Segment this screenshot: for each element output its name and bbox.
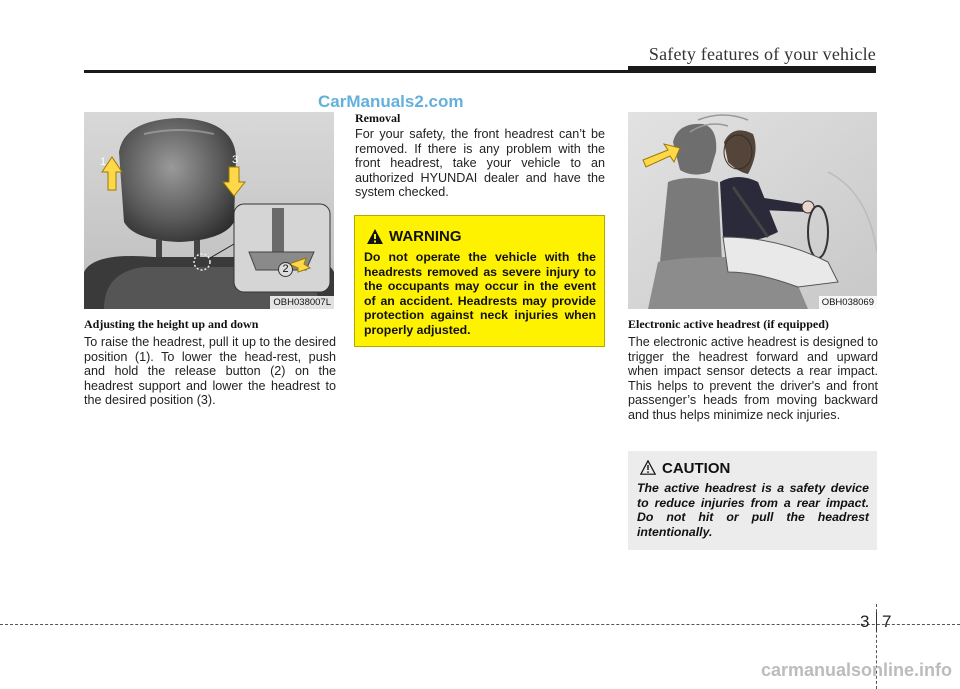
chapter-number: 3 [860,612,870,631]
right-body: The electronic active headrest is designed to trigger the headrest forward and upward when impact sensor detects a rear impact. This helps to prevent the driver's and front passenger’s heads from moving backward and thus helps minimize neck injuries. [628,335,878,422]
image-code: OBH038007L [270,296,334,309]
left-heading: Adjusting the height up and down [84,317,259,331]
page-number-divider [876,612,877,632]
watermark-bottom[interactable]: carmanualsonline.info [760,660,952,680]
header-rule [84,70,876,73]
headrest-adjust-photo [84,112,334,309]
headrest-illustration [84,112,334,309]
section-title: Safety features of your vehicle [648,44,876,64]
image-code-right: OBH038069 [819,296,877,309]
warning-text: Do not operate the vehicle with the headrests removed as severe injury to the occupants may occur in the event of an accident. Headrests may provide protection against neck injuries when properly adjusted. [364,250,596,337]
caution-box [628,451,877,550]
right-heading: Electronic active headrest (if equipped) [628,317,829,331]
left-body: To raise the headrest, pull it up to the desired position (1). To lower the head-rest, push and hold the release button (2) on the headrest support and lower the headrest to the desired position (3). [84,335,336,408]
active-headrest-illustration [628,112,877,309]
middle-body: For your safety, the front headrest can’t be removed. If there is any problem with the front headrest, take your vehicle to an authorized HYUNDAI dealer and have the system checked. [355,127,605,200]
callout-number-3: 3 [232,154,239,166]
active-headrest-photo [628,112,877,309]
caution-title: CAUTION [662,460,731,477]
warning-title: WARNING [389,228,462,245]
page-number: 7 [882,612,892,631]
caution-triangle-icon [640,460,656,475]
callout-number-1: 1 [100,156,107,168]
middle-heading: Removal [355,111,401,125]
warning-box [354,215,605,347]
caution-text: The active headrest is a safety device to reduce injuries from a rear impact. Do not hit or pull the headrest intentionally. [637,481,869,539]
watermark-top[interactable]: CarManuals2.com [318,92,464,111]
warning-triangle-icon [367,229,383,244]
callout-number-2: 2 [278,262,293,277]
footer-dashed-rule [0,624,960,625]
